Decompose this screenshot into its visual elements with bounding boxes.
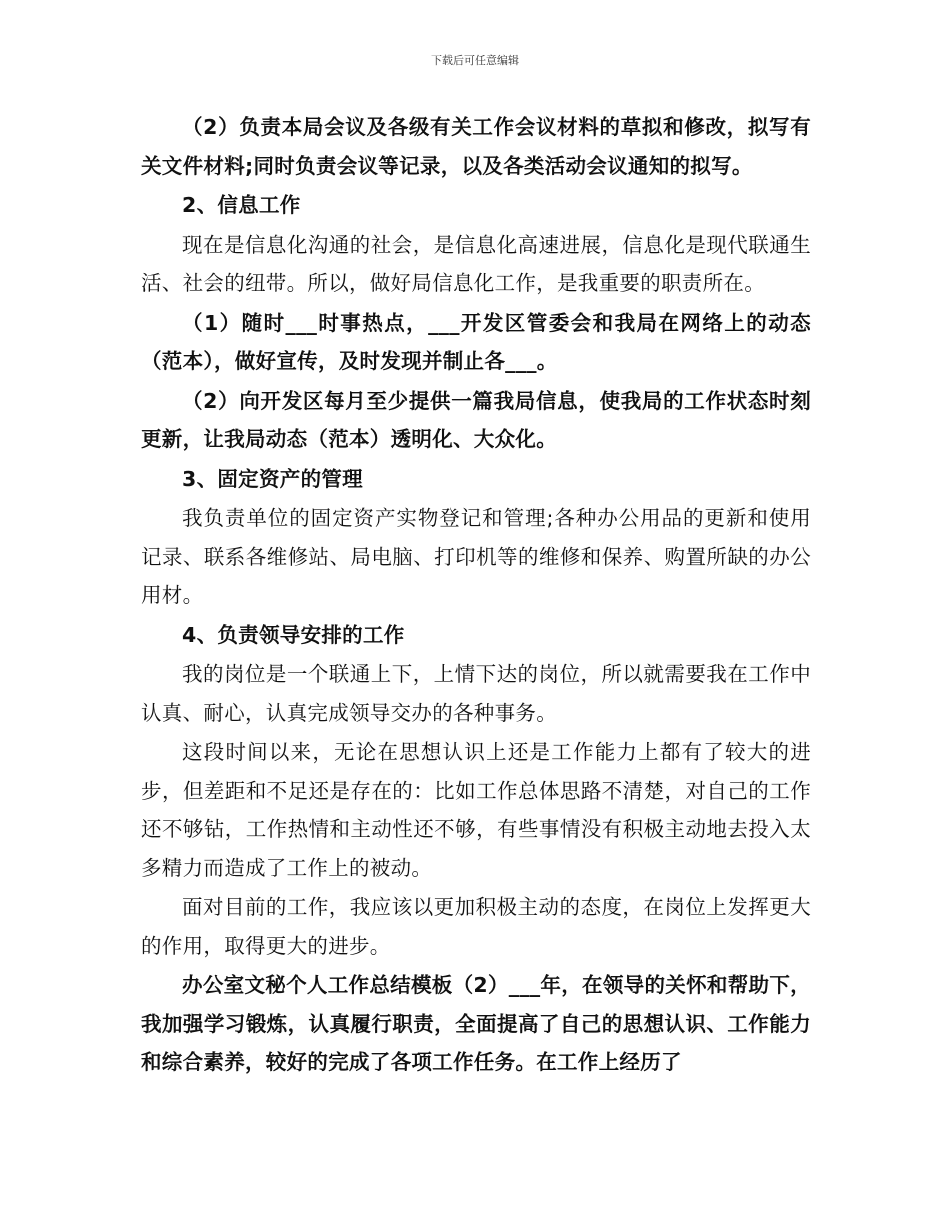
paragraph-summary-template-2: 办公室文秘个人工作总结模板（2）___年，在领导的关怀和帮助下，我加强学习锻炼，认真履行职责，全面提高了自己的思想认识、工作能力和综合素养，较好的完成了各项工作任务。在工作上经历了: [141, 973, 811, 1074]
paragraph-meeting-materials: （2）负责本局会议及各级有关工作会议材料的草拟和修改，拟写有关文件材料;同时负责会议等记录，以及各类活动会议通知的拟写。: [141, 115, 811, 178]
page-header-note: 下载后可任意编辑: [431, 54, 519, 67]
paragraph-leader-tasks: 我的岗位是一个联通上下，上情下达的岗位，所以就需要我在工作中认真、耐心，认真完成领导交办的各种事务。: [141, 662, 811, 725]
paragraph-monthly-info: （2）向开发区每月至少提供一篇我局信息，使我局的工作状态时刻更新，让我局动态（范本）透明化、大众化。: [141, 388, 811, 451]
paragraph-fixed-assets: 我负责单位的固定资产实物登记和管理;各种办公用品的更新和使用记录、联系各维修站、局电脑、打印机等的维修和保养、购置所缺的办公用材。: [141, 506, 811, 607]
paragraph-future-attitude: 面对目前的工作，我应该以更加积极主动的态度，在岗位上发挥更大的作用，取得更大的进步。: [141, 895, 811, 958]
paragraph-hot-topics: （1）随时___时事热点，___开发区管委会和我局在网络上的动态（范本），做好宣传，及时发现并制止各___。: [141, 310, 811, 373]
section-heading-information-work: 2、信息工作: [182, 193, 301, 217]
section-heading-leader-tasks: 4、负责领导安排的工作: [182, 622, 405, 647]
paragraph-progress-shortcomings: 这段时间以来，无论在思想认识上还是工作能力上都有了较大的进步，但差距和不足还是存在的：比如工作总体思路不清楚，对自己的工作还不够钻，工作热情和主动性还不够，有些事情没有积极主动地去投入太多精力而造成了工作上的被动。: [141, 740, 811, 880]
paragraph-informatization: 现在是信息化沟通的社会，是信息化高速进展，信息化是现代联通生活、社会的纽带。所以，做好局信息化工作，是我重要的职责所在。: [141, 232, 811, 295]
section-heading-fixed-assets: 3、固定资产的管理: [182, 466, 363, 491]
document-body: [141, 108, 811, 1083]
